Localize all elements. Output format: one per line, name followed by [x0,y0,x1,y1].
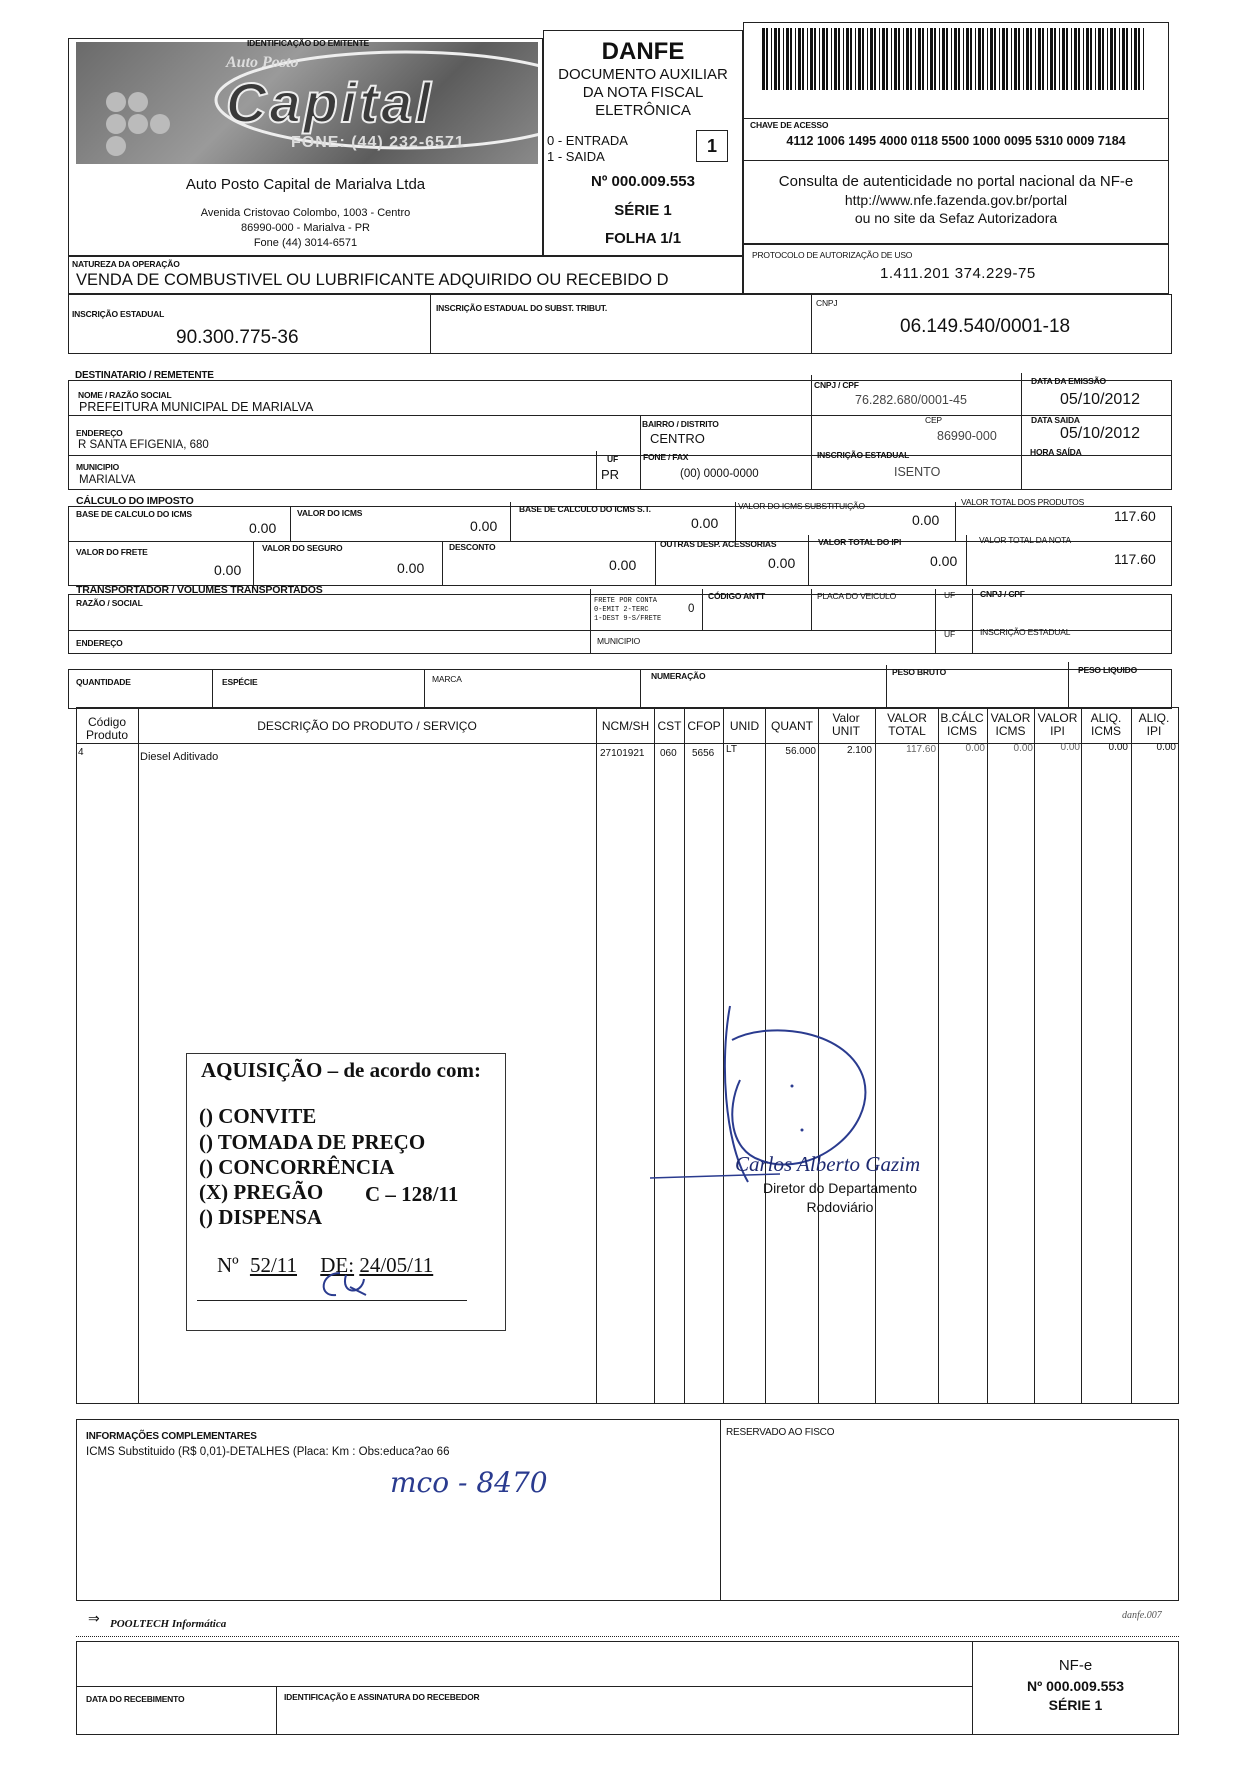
barcode-bar [1074,28,1077,90]
col-valor-icms: VALOR ICMS [990,711,1031,738]
barcode-bar [1066,28,1068,90]
barcode-bar [1018,28,1020,90]
barcode-bar [867,28,868,90]
barcode-bar [1062,28,1065,90]
barcode-bar [1059,28,1060,90]
barcode-bar [1078,28,1080,90]
dest-cep: 86990-000 [937,429,997,443]
danfe-saida: 1 - SAIDA [547,149,605,164]
barcode-bar [834,28,837,90]
barcode-bar [1002,28,1005,90]
transp-uf-label: UF [944,590,955,600]
dest-cnpj-label: CNPJ / CPF [814,380,859,390]
software-icon: ⇒ [88,1610,100,1626]
danfe-entrada: 0 - ENTRADA [547,133,628,148]
valor-icms: 0.00 [470,518,498,534]
dest-cep-label: CEP [925,415,942,425]
total-produtos: 117.60 [1114,508,1156,524]
barcode-bar [822,28,825,90]
barcode-bar [994,28,996,90]
barcode-bar [990,28,993,90]
barcode-bar [954,28,957,90]
col-aliq-ipi: ALIQ. IPI [1138,711,1170,738]
danfe-serie: SÉRIE 1 [614,202,672,219]
dest-hora-saida-label: HORA SAÍDA [1030,447,1082,457]
frete-conta-line3: 1-DEST 9-S/FRETE [594,615,662,623]
row-ncm: 27101921 [600,748,645,759]
row-valor-unit: 2.100 [846,745,872,756]
barcode-bar [894,28,897,90]
emitente-phone: Fone (44) 3014-6571 [253,237,358,249]
logo-text: Capital [226,71,434,134]
col-codigo: Código Produto [85,715,129,742]
emitente-label: IDENTIFICAÇÃO DO EMITENTE [247,38,370,48]
dest-data-saida: 05/10/2012 [1060,425,1141,442]
barcode-bar [975,28,976,90]
barcode-bar [958,28,960,90]
barcode-bar [1014,28,1017,90]
cnpj-emitente-label: CNPJ [816,298,838,308]
barcode-bar [942,28,945,90]
outras: 0.00 [768,555,796,571]
dest-uf: PR [601,467,620,482]
barcode-bar [1026,28,1029,90]
outras-label: OUTRAS DESP. ACESSORIAS [660,539,777,549]
emitente-name: Auto Posto Capital de Marialva Ltda [185,176,426,193]
barcode-bar [774,28,777,90]
info-text: ICMS Substituido (R$ 0,01)-DETALHES (Placa: Km : Obs:educa?ao 66 [86,1446,450,1458]
stamp-num-value: 52/11 [249,1253,297,1277]
dest-uf-label: UF [607,454,618,464]
dest-fone: (00) 0000-0000 [680,468,759,480]
barcode-bar [790,28,792,90]
placa-label: PLACA DO VEICULO [817,591,896,601]
barcode-bar [946,28,948,90]
consulta-line1: Consulta de autenticidade no portal nacional da NF-e [778,173,1134,190]
stamp-pregao: (X) PREGÃO [199,1180,324,1204]
barcode-bar [1038,28,1041,90]
row-bc-icms: 0.00 [965,743,985,754]
ie-label: INSCRIÇÃO ESTADUAL [72,309,165,319]
seguro-label: VALOR DO SEGURO [262,543,343,553]
emitente-address: Avenida Cristovao Colombo, 1003 - Centro [200,207,411,219]
seguro: 0.00 [397,560,425,576]
dest-ie-label: INSCRIÇÃO ESTADUAL [817,450,910,460]
valor-st: 0.00 [912,512,940,528]
barcode-bar [831,28,832,90]
footer-serie: SÉRIE 1 [1048,1697,1103,1713]
col-ncm: NCM/SH [601,719,650,733]
frete-conta-line2: 0-EMIT 2-TERC [594,606,649,614]
barcode-bar [915,28,916,90]
barcode-bar [795,28,796,90]
barcode-bar [1143,28,1144,90]
stamp-concorrencia: () CONCORRÊNCIA [199,1155,395,1179]
barcode-bar [778,28,780,90]
dest-bairro-label: BAIRRO / DISTRITO [642,419,719,429]
volumes-box [68,669,1172,709]
danfe-tipo: 1 [706,136,717,156]
info-handwritten: mco - 8470 [390,1466,548,1499]
dest-ie: ISENTO [894,465,941,479]
transp-endereco-label: ENDEREÇO [76,638,123,648]
quantidade-label: QUANTIDADE [76,677,131,687]
barcode-bar [771,28,772,90]
col-unid: UNID [729,719,760,733]
dest-municipio: MARIALVA [79,474,136,486]
signature-name: Carlos Alberto Gazim [735,1152,921,1176]
desconto: 0.00 [609,557,637,573]
barcode-bar [1114,28,1116,90]
logo-phone: FONE: (44) 232-6571 [291,134,465,151]
frete-label: VALOR DO FRETE [76,547,148,557]
col-valor-unit: Valor UNIT [832,711,860,738]
barcode-bar [882,28,885,90]
danfe-subtitle1: DOCUMENTO AUXILIAR [558,66,728,83]
natureza-value: VENDA DE COMBUSTIVEL OU LUBRIFICANTE ADQUIRIDO OU RECEBIDO D [76,271,669,289]
signature-role1: Diretor do Departamento [762,1180,918,1196]
ipi: 0.00 [930,553,958,569]
barcode-bar [970,28,972,90]
emitente-city: 86990-000 - Marialva - PR [240,222,370,234]
info-label: INFORMAÇÕES COMPLEMENTARES [86,1431,257,1442]
logo [76,42,538,164]
imposto-section-label: CÁLCULO DO IMPOSTO [76,495,194,507]
barcode-bar [1126,28,1128,90]
barcode [762,28,1147,90]
ie-st-label: INSCRIÇÃO ESTADUAL DO SUBST. TRIBUT. [436,303,607,313]
col-descricao: DESCRIÇÃO DO PRODUTO / SERVIÇO [257,719,477,733]
barcode-bar [1023,28,1024,90]
danfe-tipo-box [696,130,728,162]
stamp-date-value: 24/05/11 [359,1253,434,1277]
protocolo-label: PROTOCOLO DE AUTORIZAÇÃO DE USO [752,250,913,260]
bc-st-label: BASE DE CALCULO DO ICMS S.T. [519,504,651,514]
barcode-bar [874,28,876,90]
numeracao-label: NUMERAÇÃO [651,671,706,681]
stamp-pregao-num: C – 128/11 [365,1182,459,1206]
peso-liquido-label: PESO LIQUIDO [1078,665,1137,675]
barcode-bar [982,28,984,90]
row-valor-ipi: 0.00 [1060,742,1080,753]
danfe-numero: Nº 000.009.553 [591,173,695,190]
barcode-bar [1122,28,1125,90]
barcode-bar [1054,28,1056,90]
destinatario-section-label: DESTINATARIO / REMETENTE [75,370,214,381]
desconto-label: DESCONTO [449,542,496,552]
col-cst: CST [657,719,682,733]
footer-nfe: NF-e [1058,1657,1093,1674]
col-aliq-icms: ALIQ. ICMS [1090,711,1122,738]
barcode-bar [898,28,900,90]
row-aliq-ipi: 0.00 [1156,742,1176,753]
transp-uf2-label: UF [944,629,955,639]
dest-fone-label: FONE / FAX [643,452,689,462]
barcode-bar [814,28,816,90]
stamp-tomada: () TOMADA DE PREÇO [199,1130,426,1154]
barcode-bar [886,28,888,90]
footer-numero: Nº 000.009.553 [1027,1678,1124,1694]
footer-code: danfe.007 [1122,1610,1162,1621]
barcode-bar [1098,28,1101,90]
frete: 0.00 [214,562,242,578]
barcode-bar [999,28,1000,90]
destinatario-box [68,380,1172,490]
barcode-bar [978,28,981,90]
stamp-convite: () CONVITE [199,1104,317,1128]
chave-label: CHAVE DE ACESSO [750,120,829,130]
barcode-bar [918,28,921,90]
bc-icms-label: BASE DE CALCULO DO ICMS [76,509,192,519]
col-cfop: CFOP [687,719,721,733]
dest-cnpj: 76.282.680/0001-45 [855,393,967,407]
fisco-label: RESERVADO AO FISCO [726,1427,835,1438]
barcode-bar [1102,28,1104,90]
stamp-title: AQUISIÇÃO – de acordo com: [201,1058,481,1082]
ie-value: 90.300.775-36 [176,327,299,348]
barcode-bar [939,28,940,90]
consulta-line3: ou no site da Sefaz Autorizadora [854,210,1058,226]
transp-municipio-label: MUNICIPIO [597,636,641,646]
barcode-bar [762,28,765,90]
bc-icms: 0.00 [249,520,277,536]
barcode-bar [879,28,880,90]
barcode-bar [819,28,820,90]
frete-conta-value: 0 [688,603,695,615]
valor-icms-label: VALOR DO ICMS [297,508,363,518]
data-recebimento-label: DATA DO RECEBIMENTO [86,1694,185,1704]
dest-municipio-label: MUNICIPIO [76,462,120,472]
col-bc-icms: B.CÁLC ICMS [940,711,984,738]
row-aliq-icms: 0.00 [1108,742,1128,753]
transp-razao-label: RAZÃO / SOCIAL [76,598,143,608]
protocolo-value: 1.411.201 374.229-75 [880,265,1036,282]
barcode-bar [1110,28,1113,90]
marca-label: MARCA [432,674,462,684]
total-nota-label: VALOR TOTAL DA NOTA [979,535,1071,545]
barcode-bar [807,28,808,90]
row-valor-icms: 0.00 [1013,743,1033,754]
software-name: POOLTECH Informática [110,1618,227,1630]
col-quant: QUANT [771,719,813,733]
row-cfop: 5656 [692,748,715,759]
transp-cnpj-label: CNPJ / CPF [980,589,1025,599]
barcode-bar [910,28,912,90]
col-valor-total: VALOR TOTAL [887,711,927,738]
transp-ie-label: INSCRIÇÃO ESTADUAL [980,627,1071,637]
barcode-bar [810,28,813,90]
dest-data-emissao-label: DATA DA EMISSÃO [1031,376,1106,386]
especie-label: ESPÉCIE [222,677,258,687]
barcode-bar [826,28,828,90]
barcode-bar [1035,28,1036,90]
barcode-bar [1050,28,1053,90]
transp-section-label: TRANSPORTADOR / VOLUMES TRANSPORTADOS [76,584,323,596]
barcode-bar [1006,28,1008,90]
dest-bairro: CENTRO [650,431,705,446]
row-unid: LT [726,744,737,755]
barcode-bar [850,28,852,90]
barcode-bar [798,28,801,90]
row-descricao: Diesel Aditivado [140,751,219,763]
barcode-bar [870,28,873,90]
danfe-title: DANFE [601,38,685,65]
signature-role2: Rodoviário [806,1199,874,1215]
initials-scribble [310,1265,370,1305]
stamp-num-label: Nº [217,1253,239,1277]
barcode-bar [1047,28,1048,90]
barcode-bar [930,28,933,90]
barcode-bar [987,28,988,90]
dest-data-emissao: 05/10/2012 [1060,391,1141,408]
ipi-label: VALOR TOTAL DO IPI [818,537,902,547]
natureza-label: NATUREZA DA OPERAÇÃO [72,259,180,269]
barcode-bar [783,28,784,90]
barcode-bar [1042,28,1044,90]
barcode-bar [766,28,768,90]
barcode-bar [846,28,849,90]
barcode-bar [1086,28,1089,90]
cut-line [76,1636,1179,1637]
row-codigo: 4 [78,747,84,758]
peso-bruto-label: PESO BRUTO [892,667,947,677]
dest-nome-label: NOME / RAZÃO SOCIAL [78,390,172,400]
frete-conta [594,597,661,624]
bc-st: 0.00 [691,515,719,531]
barcode-bar [963,28,964,90]
consulta-line2: http://www.nfe.fazenda.gov.br/portal [844,192,1068,208]
total-produtos-label: VALOR TOTAL DOS PRODUTOS [961,497,1085,507]
total-nota: 117.60 [1114,551,1156,567]
danfe-subtitle3: ELETRÔNICA [595,102,691,119]
danfe-subtitle2: DA NOTA FISCAL [582,84,704,101]
barcode-bar [1083,28,1084,90]
barcode-bar [858,28,861,90]
logo-small-text: Auto Posto [226,54,299,71]
barcode-bar [786,28,789,90]
barcode-bar [1119,28,1120,90]
frete-conta-line1: FRETE POR CONTA [594,597,658,605]
assinatura-label: IDENTIFICAÇÃO E ASSINATURA DO RECEBEDOR [284,1692,480,1702]
barcode-bar [862,28,864,90]
barcode-bar [855,28,856,90]
row-quant: 56.000 [785,746,816,757]
barcode-bar [903,28,904,90]
row-valor-total: 117.60 [906,744,936,755]
dest-endereco: R SANTA EFIGENIA, 680 [78,439,209,451]
dest-nome: PREFEITURA MUNICIPAL DE MARIALVA [79,400,314,414]
barcode-bar [1134,28,1137,90]
barcode-bar [1107,28,1108,90]
barcode-bar [838,28,840,90]
barcode-bar [891,28,892,90]
barcode-bar [1011,28,1012,90]
barcode-bar [1138,28,1140,90]
barcode-bar [1090,28,1092,90]
barcode-bar [843,28,844,90]
cnpj-emitente-value: 06.149.540/0001-18 [900,316,1071,337]
antt-label: CÓDIGO ANTT [708,591,765,601]
barcode-bar [951,28,952,90]
barcode-bar [1095,28,1096,90]
barcode-bar [934,28,936,90]
barcode-bar [927,28,928,90]
barcode-bar [802,28,804,90]
chave-value: 4112 1006 1495 4000 0118 5500 1000 0095 5310 0009 7184 [786,134,1126,148]
barcode-bar [966,28,969,90]
danfe-folha: FOLHA 1/1 [604,230,682,247]
barcode-bar [906,28,909,90]
barcode-bar [1071,28,1072,90]
barcode-bar [1030,28,1032,90]
col-valor-ipi: VALOR IPI [1037,711,1078,738]
row-cst: 060 [660,748,677,759]
dest-data-saida-label: DATA SAIDA [1031,415,1080,425]
barcode-bar [1131,28,1132,90]
dest-endereco-label: ENDEREÇO [76,428,123,438]
barcode-bar [922,28,924,90]
valor-st-label: VALOR DO ICMS SUBSTITUIÇÃO [738,501,865,511]
stamp-dispensa: () DISPENSA [199,1205,323,1229]
stamp-date-label: DE: [320,1253,355,1277]
